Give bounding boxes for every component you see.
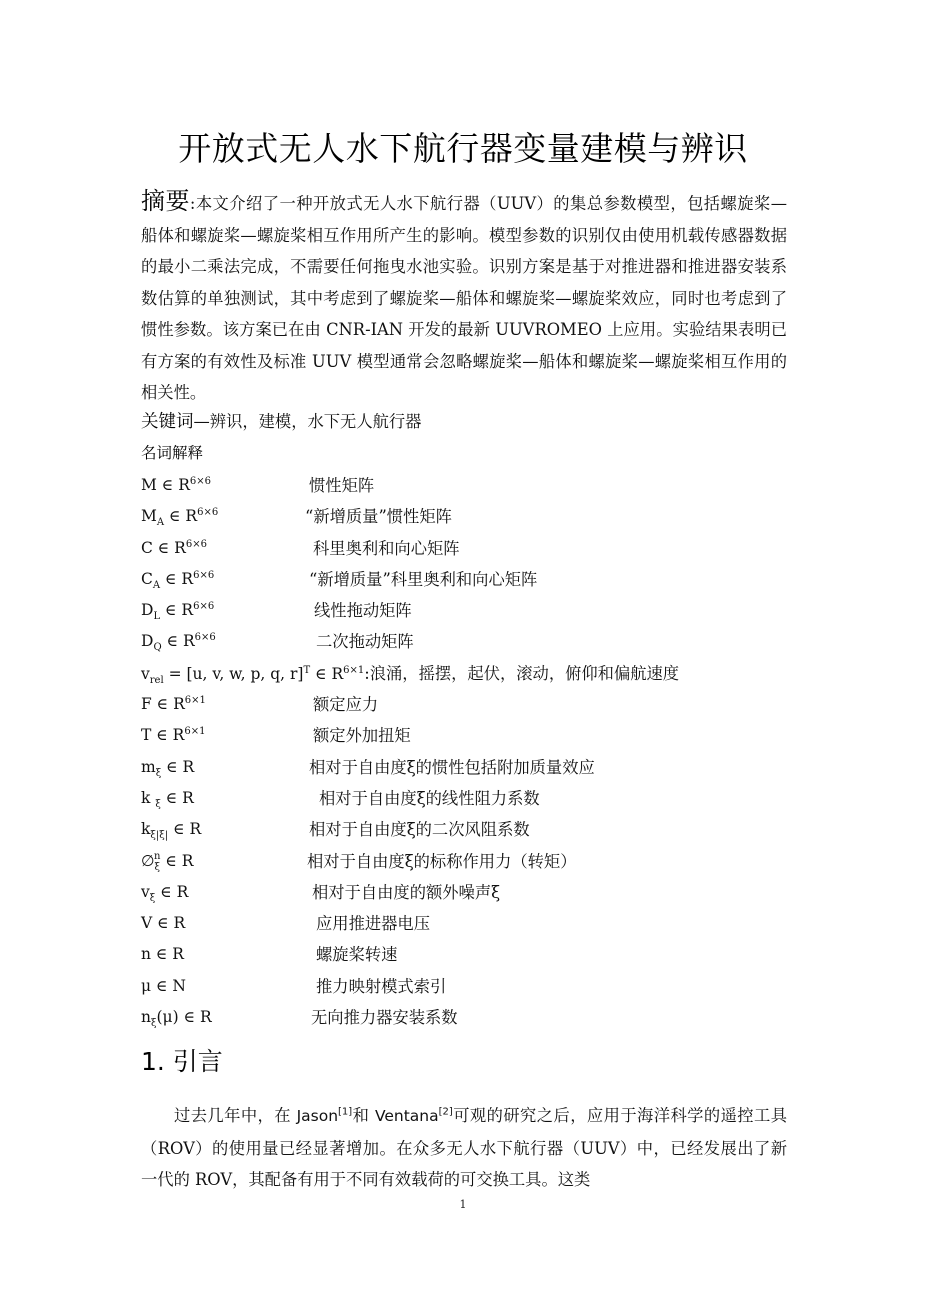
- symbol-m-xi: $m_\xi$ ∈ R: [141, 757, 195, 779]
- citation-ref: [2]: [438, 1106, 453, 1118]
- nomenclature-row: [141, 501, 801, 532]
- nomenclature-desc: “新增质量”惯性矩阵: [305, 507, 452, 527]
- paragraph-text: Ventana: [374, 1107, 439, 1125]
- symbol-n: n ∈ R: [141, 945, 184, 964]
- abstract-text: 本文介绍了一种开放式无人水下航行器（UUV）的集总参数模型，包括螺旋桨—船体和螺旋桨—螺旋桨相互作用所产生的影响。模型参数的识别仅由使用机载传感器数据的最小二乘法完成，不需要任何拖曳水池实验。识别方案是基于对推进器和推进器安装系数估算的单独测试，其中考虑到了螺旋桨—船体和螺旋桨—螺旋桨效应，同时也考虑到了惯性参数。该方案已在由 CNR-IAN 开发的最新 UUVROMEO 上应用。实验结果表明已有方案的有效性及标准 UUV 模型通常会忽略螺旋桨—船体和螺旋桨—螺旋桨相互作用的相关性。: [141, 194, 787, 402]
- section-title: 1. 引言: [141, 1047, 223, 1076]
- nomenclature-row: [141, 877, 801, 908]
- symbol-C: C ∈ $R^{6\times 6}$: [141, 538, 207, 557]
- nomenclature-heading: 名词解释: [141, 444, 204, 462]
- nomenclature-list: [141, 470, 801, 1033]
- nomenclature-desc: 二次拖动矩阵: [316, 632, 414, 652]
- symbol-F: F ∈ $R^{6\times 1}$: [141, 694, 206, 714]
- nomenclature-row: [141, 846, 801, 877]
- nomenclature-desc: 额定外加扭矩: [313, 726, 411, 746]
- nomenclature-desc: 螺旋桨转速: [316, 945, 398, 965]
- nomenclature-desc: 科里奥利和向心矩阵: [313, 538, 460, 558]
- keywords: [141, 406, 421, 438]
- nomenclature-row: [141, 626, 801, 657]
- nomenclature-row: [141, 752, 801, 783]
- abstract-colon: :: [189, 194, 196, 213]
- symbol-n-xi-mu: $n_\xi(\mu)$ ∈ R: [141, 1008, 212, 1030]
- symbol-DL: $D_L$ ∈ $R^{6\times 6}$: [141, 601, 215, 623]
- keywords-text: —辨识，建模，水下无人航行器: [193, 412, 422, 431]
- symbol-MA: $M_A$ ∈ $R^{6\times 6}$: [141, 507, 219, 529]
- nomenclature-desc: 推力映射模式索引: [316, 976, 447, 996]
- abstract-heading: 摘要: [141, 187, 190, 215]
- symbol-v-xi: $v_\xi$ ∈ R: [141, 882, 189, 904]
- paragraph-text: 和: [352, 1106, 375, 1125]
- nomenclature-row: [141, 470, 801, 501]
- paper-title: 开放式无人水下航行器变量建模与辨识: [178, 129, 748, 168]
- nomenclature-desc: 相对于自由度ξ的线性阻力系数: [319, 788, 540, 808]
- nomenclature-row: [141, 595, 801, 626]
- nomenclature-desc: 无向推力器安装系数: [311, 1008, 458, 1028]
- symbol-V: V ∈ R: [141, 914, 186, 933]
- citation-ref: [1]: [338, 1106, 353, 1118]
- nomenclature-row: [141, 720, 801, 751]
- symbol-vrel: $v_{rel} = [u$, v, w, p, q, r]$^T$ ∈ $R^{6\times 1}$: [141, 664, 365, 686]
- nomenclature-desc: 相对于自由度ξ的标称作用力（转矩）: [307, 851, 577, 871]
- nomenclature-row: [141, 564, 801, 595]
- nomenclature-desc: “新增质量”科里奥利和向心矩阵: [309, 569, 538, 589]
- symbol-k-xi: k $_\xi$ ∈ R: [141, 788, 194, 811]
- nomenclature-desc: 相对于自由度ξ的二次风阻系数: [309, 820, 530, 840]
- symbol-DQ: $D_Q$ ∈ $R^{6\times 6}$: [141, 632, 216, 654]
- nomenclature-desc: :浪涌，摇摆，起伏，滚动，俯仰和偏航速度: [364, 663, 680, 683]
- nomenclature-row: [141, 689, 801, 720]
- abstract: [141, 188, 787, 409]
- nomenclature-desc: 应用推进器电压: [316, 914, 430, 934]
- paragraph-text: Jason: [296, 1107, 339, 1125]
- symbol-CA: $C_A$ ∈ $R^{6\times 6}$: [141, 569, 215, 591]
- nomenclature-desc: 线性拖动矩阵: [314, 601, 412, 621]
- nomenclature-row: [141, 814, 801, 845]
- paragraph-text: 过去几年中，在: [174, 1106, 297, 1125]
- symbol-phi-xi: $\emptyset_\xi^n$ ∈ R: [141, 851, 194, 873]
- paragraph-text: 可观的研究之后，应用于海洋科学的遥控工具（ROV）的使用量已经显著增加。在众多无人水下航行器（UUV）中，已经发展出了新一代的 ROV，其配备有用于不同有效载荷的可交换工具。这类: [141, 1106, 787, 1189]
- nomenclature-desc: 惯性矩阵: [309, 476, 375, 495]
- nomenclature-row: [141, 783, 801, 814]
- nomenclature-row: [141, 908, 801, 939]
- nomenclature-row: [141, 1002, 801, 1033]
- nomenclature-row: [141, 658, 801, 689]
- page-number: 1: [459, 1198, 467, 1211]
- symbol-T: T ∈ $R^{6\times 1}$: [141, 726, 206, 745]
- nomenclature-row: [141, 533, 801, 564]
- nomenclature-row: [141, 939, 801, 970]
- keywords-heading: 关键词: [141, 412, 194, 432]
- nomenclature-desc: 相对于自由度的额外噪声ξ: [312, 882, 501, 902]
- nomenclature-row: [141, 971, 801, 1002]
- symbol-k-xi-abs: $k_{\xi|\xi|}$ ∈ R: [141, 820, 202, 842]
- symbol-mu: μ ∈ N: [141, 976, 186, 995]
- nomenclature-desc: 相对于自由度ξ的惯性包括附加质量效应: [309, 757, 595, 777]
- symbol-M: M ∈ $R^{6\times 6}$: [141, 475, 211, 494]
- nomenclature-desc: 额定应力: [313, 695, 379, 715]
- introduction-paragraph: [141, 1100, 787, 1196]
